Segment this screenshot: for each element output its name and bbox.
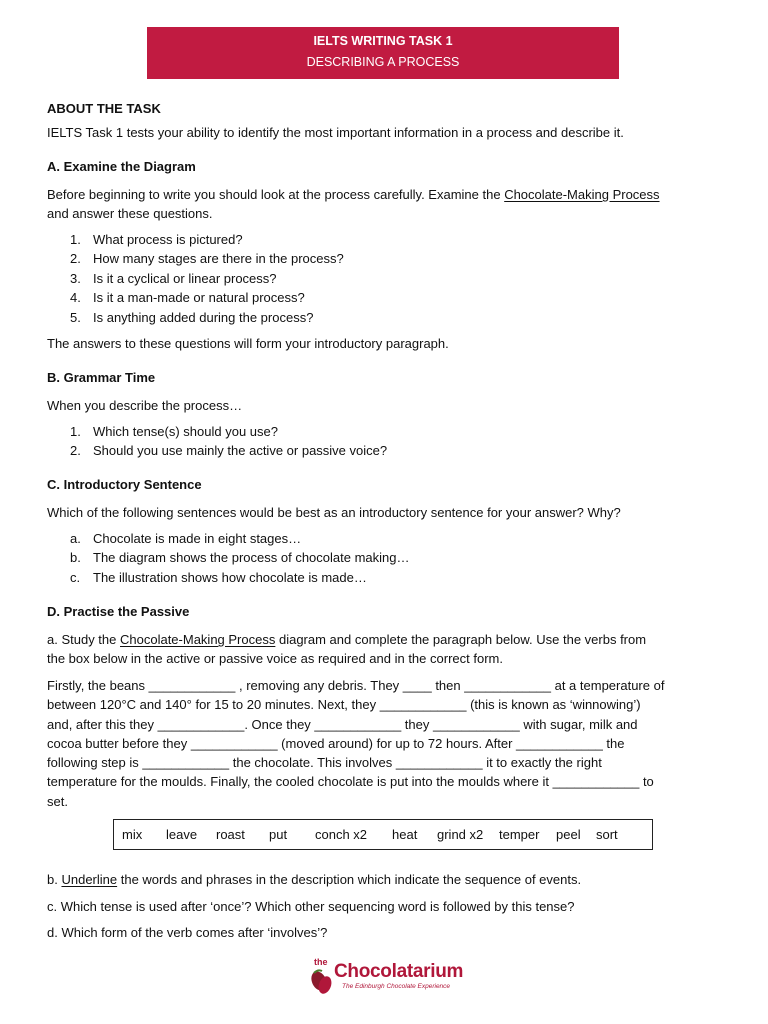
- section-a-intro-text-2: and answer these questions.: [47, 206, 213, 222]
- verb: put: [269, 827, 288, 842]
- list-item: 1. What process is pictured?: [70, 232, 243, 247]
- section-c-options: [47, 529, 410, 587]
- gap-fill-paragraph: Firstly, the beans ____________ , removing any debris. They ____ then ____________ at a temperature of between 120°C and 140° for 15 to 20 minutes. Next, they ____________ (this is known as ‘winnowing’) and, after this they ____________. Once they ____________ they ____________ with sugar, milk and cocoa butter before they ____________ (moved around) for up to 72 hours. After ____________ the following step is ____________ the chocolate. This involves ____________ it to exactly the right temperature for the moulds. Finally, the cooled chocolate is put into the moulds where it ____________ to set.: [47, 678, 665, 809]
- list-item: b. The diagram shows the process of chocolate making…: [70, 550, 410, 566]
- section-b-questions: [47, 422, 387, 461]
- verb: heat: [392, 827, 418, 842]
- list-item: c. The illustration shows how chocolate is made…: [70, 569, 367, 585]
- cocoa-bean-icon: [308, 967, 334, 997]
- list-item: 2. How many stages are there in the process?: [70, 251, 344, 267]
- verb: conch x2: [315, 827, 368, 842]
- page-subtitle: DESCRIBING A PROCESS: [306, 55, 460, 69]
- list-item: 4. Is it a man-made or natural process?: [70, 290, 305, 306]
- verb-box: [113, 819, 653, 850]
- section-c-heading: C. Introductory Sentence: [47, 477, 202, 492]
- verb: mix: [122, 827, 143, 842]
- question-c: c. Which tense is used after ‘once’? Which other sequencing word is followed by this tense?: [47, 899, 575, 914]
- section-d-heading: D. Practise the Passive: [47, 604, 190, 619]
- section-a-intro-text: Before beginning to write you should look at the process carefully. Examine the: [47, 187, 505, 202]
- list-item: 2. Should you use mainly the active or passive voice?: [70, 443, 388, 459]
- list-item: 1. Which tense(s) should you use?: [70, 424, 278, 439]
- chocolate-process-link-2[interactable]: Chocolate-Making Process: [120, 632, 276, 647]
- chocolate-process-link[interactable]: Chocolate-Making Process: [504, 187, 660, 202]
- section-a-note: The answers to these questions will form your introductory paragraph.: [47, 336, 449, 351]
- about-heading: ABOUT THE TASK: [47, 101, 161, 116]
- list-item: 3. Is it a cyclical or linear process?: [70, 270, 277, 286]
- chocolatarium-logo: the Chocolatarium The Edinburgh Chocolate Experience: [308, 957, 468, 997]
- about-text: IELTS Task 1 tests your ability to identify the most important information in a process and describe it.: [47, 125, 624, 140]
- verb: roast: [216, 827, 245, 842]
- section-a-intro: [47, 185, 727, 224]
- section-d-a-instructions: a. Study the Chocolate-Making Process diagram and complete the paragraph below. Use the verbs from the box below in the active or passive voice as required and in the correct form.: [47, 632, 647, 667]
- question-d: d. Which form of the verb comes after ‘involves’?: [47, 925, 328, 940]
- section-c-intro: Which of the following sentences would be best as an introductory sentence for your answer? Why?: [47, 505, 621, 520]
- verb: grind x2: [437, 827, 484, 842]
- verb: peel: [556, 827, 581, 842]
- question-b: b. Underline the words and phrases in the description which indicate the sequence of events.: [47, 872, 582, 887]
- verb: temper: [499, 827, 540, 842]
- list-item: a. Chocolate is made in eight stages…: [70, 531, 302, 546]
- verb: sort: [596, 827, 618, 842]
- verb: leave: [166, 827, 198, 842]
- section-a-questions: [47, 230, 344, 327]
- title-banner: [147, 27, 619, 79]
- section-b-heading: B. Grammar Time: [47, 370, 156, 385]
- page-title: IELTS WRITING TASK 1: [313, 34, 453, 48]
- section-b-intro: When you describe the process…: [47, 398, 243, 413]
- list-item: 5. Is anything added during the process?: [70, 309, 314, 325]
- section-a-heading: A. Examine the Diagram: [47, 159, 196, 174]
